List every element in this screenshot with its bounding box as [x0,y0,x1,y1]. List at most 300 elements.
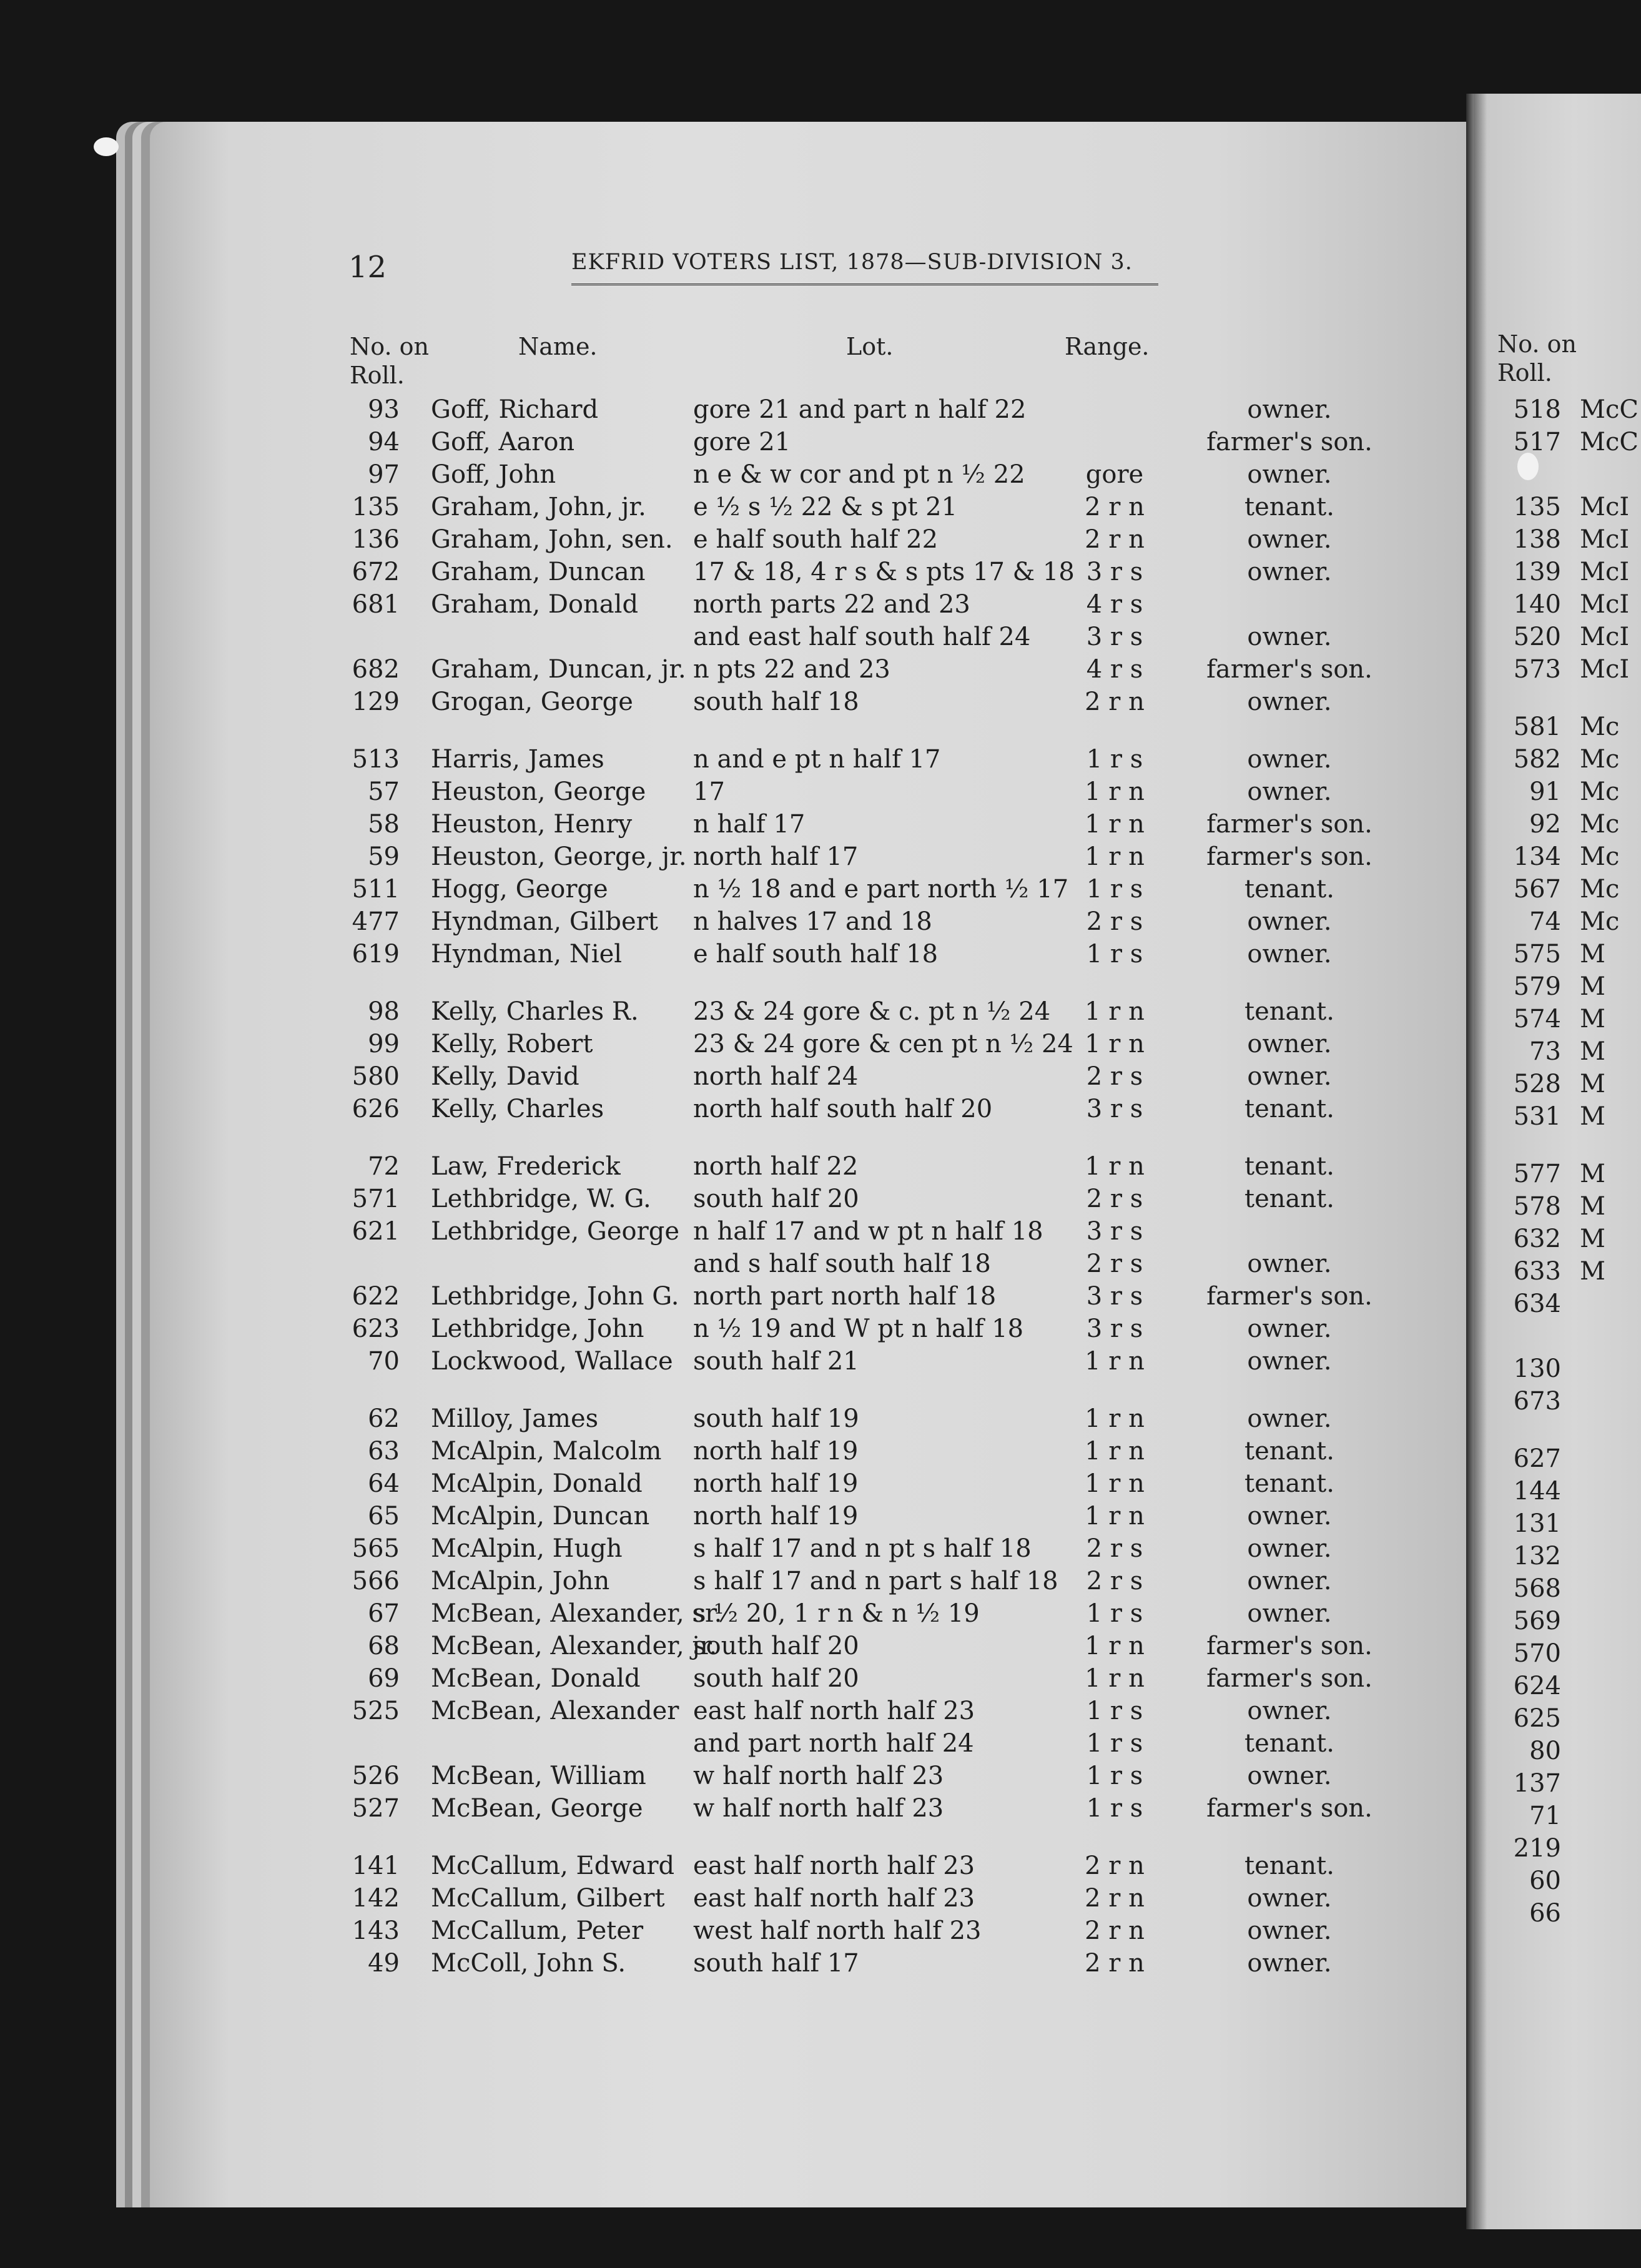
lot-description: south half 19 [693,1404,859,1433]
facing-voter-name: Mc [1580,810,1620,839]
column-header-range: Range. [1065,333,1150,360]
roll-number: 513 [352,745,400,774]
facing-roll-number: 633 [1513,1257,1561,1286]
facing-roll-number: 570 [1513,1639,1561,1668]
voter-name: Goff, Aaron [431,428,575,456]
range-value: 3 r s [1086,623,1143,651]
table-row [0,491,1499,523]
facing-roll-number: 137 [1513,1769,1561,1798]
voter-name: Graham, Duncan, jr. [431,655,686,684]
voter-name: McCallum, Edward [431,1851,675,1880]
roll-number: 142 [352,1884,400,1913]
facing-page-row [1474,1897,1641,1930]
range-value: 2 r s [1086,1534,1143,1563]
voter-status: owner. [1247,1697,1332,1725]
table-row [0,808,1499,841]
table-row [0,1882,1499,1915]
table-row [0,1313,1499,1345]
voter-name: McCallum, Peter [431,1916,644,1945]
voter-status: tenant. [1244,875,1334,904]
range-value: 1 r n [1085,1404,1145,1433]
table-row [0,1915,1499,1947]
lot-description: south half 17 [693,1949,859,1978]
roll-number: 63 [368,1437,400,1466]
voter-name: McBean, Donald [431,1664,641,1693]
voter-status: owner. [1247,1916,1332,1945]
table-row [0,1630,1499,1662]
voter-status: owner. [1247,1347,1332,1376]
facing-roll-number: 138 [1513,525,1561,554]
table-row [0,426,1499,458]
range-value: 1 r n [1085,1664,1145,1693]
lot-description: 17 [693,777,725,806]
lot-description: north half south half 20 [693,1095,993,1123]
facing-voter-name: McI [1580,655,1630,684]
page-number: 12 [348,250,387,285]
voter-status: farmer's son. [1206,1794,1372,1823]
lot-description: north half 19 [693,1437,859,1466]
facing-roll-number: 518 [1513,395,1561,424]
lot-description: w half north half 23 [693,1762,944,1790]
facing-page-row [1474,523,1641,556]
facing-voter-name: McC [1580,428,1639,456]
lot-description: n half 17 and w pt n half 18 [693,1217,1043,1246]
voter-status: owner. [1247,907,1332,936]
voter-status: tenant. [1244,1729,1334,1758]
facing-page-row [1474,1800,1641,1832]
range-value: 1 r s [1086,1697,1143,1725]
facing-roll-number: 80 [1529,1737,1561,1765]
table-row [0,653,1499,686]
roll-number: 141 [352,1851,400,1880]
facing-voter-name: M [1580,1160,1605,1188]
roll-number: 72 [368,1152,400,1181]
facing-voter-name: M [1580,1070,1605,1098]
lot-description: north half 17 [693,842,859,871]
voter-name: McBean, Alexander, sr. [431,1599,722,1628]
facing-page-row [1474,905,1641,938]
range-value: 2 r n [1085,1949,1145,1978]
lot-description: and s half south half 18 [693,1250,991,1278]
voter-status: tenant. [1244,1437,1334,1466]
voter-status: tenant. [1244,1095,1334,1123]
lot-description: south half 20 [693,1185,859,1213]
range-value: 3 r s [1086,558,1143,586]
table-row [0,1792,1499,1825]
roll-number: 525 [352,1697,400,1725]
voter-status: owner. [1247,1567,1332,1595]
lot-description: south half 20 [693,1632,859,1660]
facing-roll-number: 624 [1513,1672,1561,1700]
facing-voter-name: Mc [1580,745,1620,774]
facing-roll-number: 140 [1513,590,1561,619]
facing-page-row [1474,1353,1641,1385]
voter-name: Grogan, George [431,688,633,716]
range-value: 2 r s [1086,1567,1143,1595]
voter-name: Milloy, James [431,1404,599,1433]
facing-voter-name: McI [1580,558,1630,586]
roll-number: 135 [352,493,400,521]
facing-page-row [1474,970,1641,1003]
range-value: 2 r s [1086,1250,1143,1278]
running-title: EKFRID VOTERS LIST, 1878—SUB-DIVISION 3. [571,250,1158,285]
table-row [0,776,1499,808]
roll-number: 70 [368,1347,400,1376]
voter-name: McBean, Alexander, jr. [431,1632,717,1660]
voter-status: farmer's son. [1206,1632,1372,1660]
facing-roll-number: 575 [1513,940,1561,969]
table-row [0,873,1499,905]
facing-roll-number: 73 [1529,1037,1561,1066]
roll-number: 98 [368,997,400,1026]
facing-roll-number: 625 [1513,1704,1561,1733]
facing-voter-name: M [1580,1005,1605,1033]
facing-page-row [1474,1158,1641,1190]
voter-status: tenant. [1244,1851,1334,1880]
range-value: 1 r n [1085,1502,1145,1531]
table-row [0,523,1499,556]
range-value: 1 r n [1085,810,1145,839]
voter-status: owner. [1247,558,1332,586]
voter-name: McAlpin, Malcolm [431,1437,662,1466]
facing-page-row [1474,1767,1641,1800]
roll-number: 58 [368,810,400,839]
range-value: 2 r n [1085,493,1145,521]
facing-voter-name: M [1580,940,1605,969]
voter-status: owner. [1247,1884,1332,1913]
voter-status: owner. [1247,1502,1332,1531]
facing-page-row [1474,393,1641,426]
facing-voter-name: Mc [1580,875,1620,904]
facing-roll-number: 673 [1513,1387,1561,1416]
facing-roll-number: 574 [1513,1005,1561,1033]
facing-page-row [1474,1637,1641,1670]
facing-page-row [1474,841,1641,873]
roll-number: 143 [352,1916,400,1945]
lot-description: n ½ 19 and W pt n half 18 [693,1314,1024,1343]
range-value: 2 r s [1086,1185,1143,1213]
lot-description: and part north half 24 [693,1729,974,1758]
table-row [0,1215,1499,1248]
lot-description: east half north half 23 [693,1697,975,1725]
facing-voter-name: McI [1580,525,1630,554]
roll-number: 626 [352,1095,400,1123]
voter-name: Lethbridge, George [431,1217,680,1246]
facing-voter-name: M [1580,1037,1605,1066]
roll-number: 93 [368,395,400,424]
facing-roll-number: 66 [1529,1899,1561,1928]
table-row [0,1500,1499,1532]
table-row [0,458,1499,491]
column-header-roll-line2: Roll. [350,362,405,389]
voter-status: farmer's son. [1206,655,1372,684]
lot-description: north part north half 18 [693,1282,997,1311]
voter-name: Graham, John, sen. [431,525,673,554]
lot-description: s ½ 20, 1 r n & n ½ 19 [693,1599,980,1628]
table-row [0,1727,1499,1760]
facing-page-row [1474,1670,1641,1702]
lot-description: n halves 17 and 18 [693,907,932,936]
column-header-lot: Lot. [846,333,894,360]
lot-description: w half north half 23 [693,1794,944,1823]
table-row [0,905,1499,938]
range-value: 1 r s [1086,1794,1143,1823]
facing-roll-number: 132 [1513,1542,1561,1570]
roll-number: 565 [352,1534,400,1563]
voter-status: owner. [1247,1949,1332,1978]
range-value: 1 r s [1086,1729,1143,1758]
facing-page-row [1474,1475,1641,1507]
range-value: 1 r n [1085,1152,1145,1181]
voter-status: owner. [1247,1762,1332,1790]
lot-description: north parts 22 and 23 [693,590,970,619]
table-row [0,393,1499,426]
lot-description: east half north half 23 [693,1884,975,1913]
table-row [0,1565,1499,1597]
facing-roll-number: 139 [1513,558,1561,586]
lot-description: n and e pt n half 17 [693,745,941,774]
facing-roll-number: 581 [1513,712,1561,741]
table-row [0,1183,1499,1215]
lot-description: n pts 22 and 23 [693,655,890,684]
table-row [0,1662,1499,1695]
roll-number: 566 [352,1567,400,1595]
facing-page-row [1474,1288,1641,1320]
page-header [0,250,1641,300]
facing-page-row [1474,938,1641,970]
table-row [0,1435,1499,1467]
range-value: 1 r n [1085,1437,1145,1466]
roll-number: 136 [352,525,400,554]
voter-status: owner. [1247,1534,1332,1563]
range-value: 1 r n [1085,1347,1145,1376]
range-value: 1 r s [1086,1599,1143,1628]
voter-status: owner. [1247,1599,1332,1628]
voter-status: owner. [1247,777,1332,806]
facing-roll-number: 569 [1513,1607,1561,1635]
table-row [0,1093,1499,1125]
roll-number: 49 [368,1949,400,1978]
facing-page-row [1474,743,1641,776]
facing-voter-name: M [1580,1257,1605,1286]
range-value: gore [1085,460,1144,489]
facing-voter-name: Mc [1580,907,1620,936]
facing-page-row [1474,776,1641,808]
roll-number: 621 [352,1217,400,1246]
table-row [0,841,1499,873]
voter-name: Harris, James [431,745,604,774]
facing-page-row [1474,1702,1641,1735]
voter-name: McCallum, Gilbert [431,1884,665,1913]
range-value: 1 r s [1086,745,1143,774]
facing-roll-number: 60 [1529,1866,1561,1895]
range-value: 1 r n [1085,1632,1145,1660]
voter-name: McBean, George [431,1794,643,1823]
facing-page-row [1474,1035,1641,1068]
range-value: 2 r s [1086,907,1143,936]
facing-roll-number: 92 [1529,810,1561,839]
range-value: 3 r s [1086,1314,1143,1343]
facing-page-row [1474,1003,1641,1035]
voter-status: farmer's son. [1206,842,1372,871]
range-value: 1 r n [1085,1469,1145,1498]
range-value: 2 r s [1086,1062,1143,1091]
lot-description: 17 & 18, 4 r s & s pts 17 & 18 [693,558,1075,586]
roll-number: 99 [368,1030,400,1058]
voter-status: owner. [1247,1030,1332,1058]
range-value: 1 r n [1085,777,1145,806]
facing-roll-number: 135 [1513,493,1561,521]
voter-name: Lethbridge, John [431,1314,644,1343]
facing-page-roll-line2: Roll. [1497,359,1552,387]
facing-page-row [1474,1223,1641,1255]
lot-description: gore 21 and part n half 22 [693,395,1027,424]
range-value: 1 r s [1086,940,1143,969]
table-row [0,1695,1499,1727]
facing-roll-number: 144 [1513,1477,1561,1506]
voter-status: owner. [1247,745,1332,774]
table-row [0,1345,1499,1378]
voter-name: Graham, Duncan [431,558,646,586]
table-row [0,1403,1499,1435]
roll-number: 682 [352,655,400,684]
table-row [0,743,1499,776]
facing-page-row [1474,653,1641,686]
voter-name: McAlpin, Donald [431,1469,643,1498]
facing-voter-name: Mc [1580,712,1620,741]
table-row [0,621,1499,653]
facing-page-row [1474,621,1641,653]
roll-number: 511 [352,875,400,904]
voter-name: Goff, John [431,460,556,489]
column-header-name: Name. [518,333,598,360]
facing-roll-number: 582 [1513,745,1561,774]
facing-voter-name: Mc [1580,842,1620,871]
roll-number: 580 [352,1062,400,1091]
facing-roll-number: 568 [1513,1574,1561,1603]
lot-description: n ½ 18 and e part north ½ 17 [693,875,1069,904]
range-value: 2 r n [1085,1851,1145,1880]
lot-description: south half 20 [693,1664,859,1693]
facing-roll-number: 567 [1513,875,1561,904]
roll-number: 571 [352,1185,400,1213]
range-value: 1 r n [1085,1030,1145,1058]
facing-page-row [1474,1255,1641,1288]
voter-name: Kelly, Robert [431,1030,593,1058]
facing-page-row [1474,1100,1641,1133]
facing-roll-number: 632 [1513,1225,1561,1253]
lot-description: e half south half 22 [693,525,939,554]
roll-number: 623 [352,1314,400,1343]
voter-name: Goff, Richard [431,395,599,424]
voter-status: owner. [1247,1062,1332,1091]
table-row [0,1597,1499,1630]
facing-roll-number: 131 [1513,1509,1561,1538]
lot-description: gore 21 [693,428,791,456]
facing-page-row [1474,1442,1641,1475]
facing-voter-name: Mc [1580,777,1620,806]
lot-description: n e & w cor and pt n ½ 22 [693,460,1025,489]
lot-description: north half 19 [693,1502,859,1531]
range-value: 3 r s [1086,1095,1143,1123]
voter-name: McAlpin, Hugh [431,1534,623,1563]
facing-page-row [1474,711,1641,743]
facing-roll-number: 219 [1513,1834,1561,1863]
range-value: 4 r s [1086,590,1143,619]
table-row [0,686,1499,718]
facing-page-row [1474,491,1641,523]
facing-roll-number: 531 [1513,1102,1561,1131]
roll-number: 64 [368,1469,400,1498]
facing-roll-number: 71 [1529,1802,1561,1830]
table-row [0,1760,1499,1792]
facing-page-row [1474,1832,1641,1865]
facing-page-row [1474,1605,1641,1637]
voter-name: Kelly, Charles R. [431,997,639,1026]
facing-page-row [1474,1190,1641,1223]
lot-description: south half 21 [693,1347,859,1376]
table-row [0,1947,1499,1980]
facing-page-column-header-roll [1497,330,1577,387]
roll-number: 65 [368,1502,400,1531]
roll-number: 622 [352,1282,400,1311]
table-row [0,1060,1499,1093]
lot-description: west half north half 23 [693,1916,982,1945]
voter-name: McColl, John S. [431,1949,626,1978]
lot-description: e half south half 18 [693,940,939,969]
voter-status: farmer's son. [1206,1282,1372,1311]
voter-name: Lethbridge, W. G. [431,1185,651,1213]
voter-name: Law, Frederick [431,1152,621,1181]
voter-status: tenant. [1244,1152,1334,1181]
lot-description: e ½ s ½ 22 & s pt 21 [693,493,958,521]
table-row [0,556,1499,588]
lot-description: s half 17 and n pt s half 18 [693,1534,1032,1563]
roll-number: 129 [352,688,400,716]
roll-number: 681 [352,590,400,619]
facing-roll-number: 579 [1513,972,1561,1001]
range-value: 1 r n [1085,842,1145,871]
voter-status: tenant. [1244,493,1334,521]
voter-status: farmer's son. [1206,1664,1372,1693]
lot-description: n half 17 [693,810,806,839]
facing-page-row [1474,873,1641,905]
facing-page-row [1474,1735,1641,1767]
column-header-roll [350,332,429,390]
roll-number: 672 [352,558,400,586]
voter-status: owner. [1247,1314,1332,1343]
roll-number: 59 [368,842,400,871]
roll-number: 619 [352,940,400,969]
facing-roll-number: 91 [1529,777,1561,806]
table-row [0,1280,1499,1313]
facing-voter-name: M [1580,1102,1605,1131]
facing-roll-number: 627 [1513,1444,1561,1473]
roll-number: 477 [352,907,400,936]
table-row [0,1028,1499,1060]
facing-voter-name: M [1580,972,1605,1001]
facing-roll-number: 634 [1513,1289,1561,1318]
lot-description: s half 17 and n part s half 18 [693,1567,1058,1595]
facing-page-row [1474,1068,1641,1100]
voter-name: Kelly, David [431,1062,579,1091]
facing-roll-number: 517 [1513,428,1561,456]
voter-status: owner. [1247,1404,1332,1433]
voter-status: farmer's son. [1206,428,1372,456]
facing-roll-number: 528 [1513,1070,1561,1098]
range-value: 3 r s [1086,1217,1143,1246]
facing-voter-name: McC [1580,395,1639,424]
